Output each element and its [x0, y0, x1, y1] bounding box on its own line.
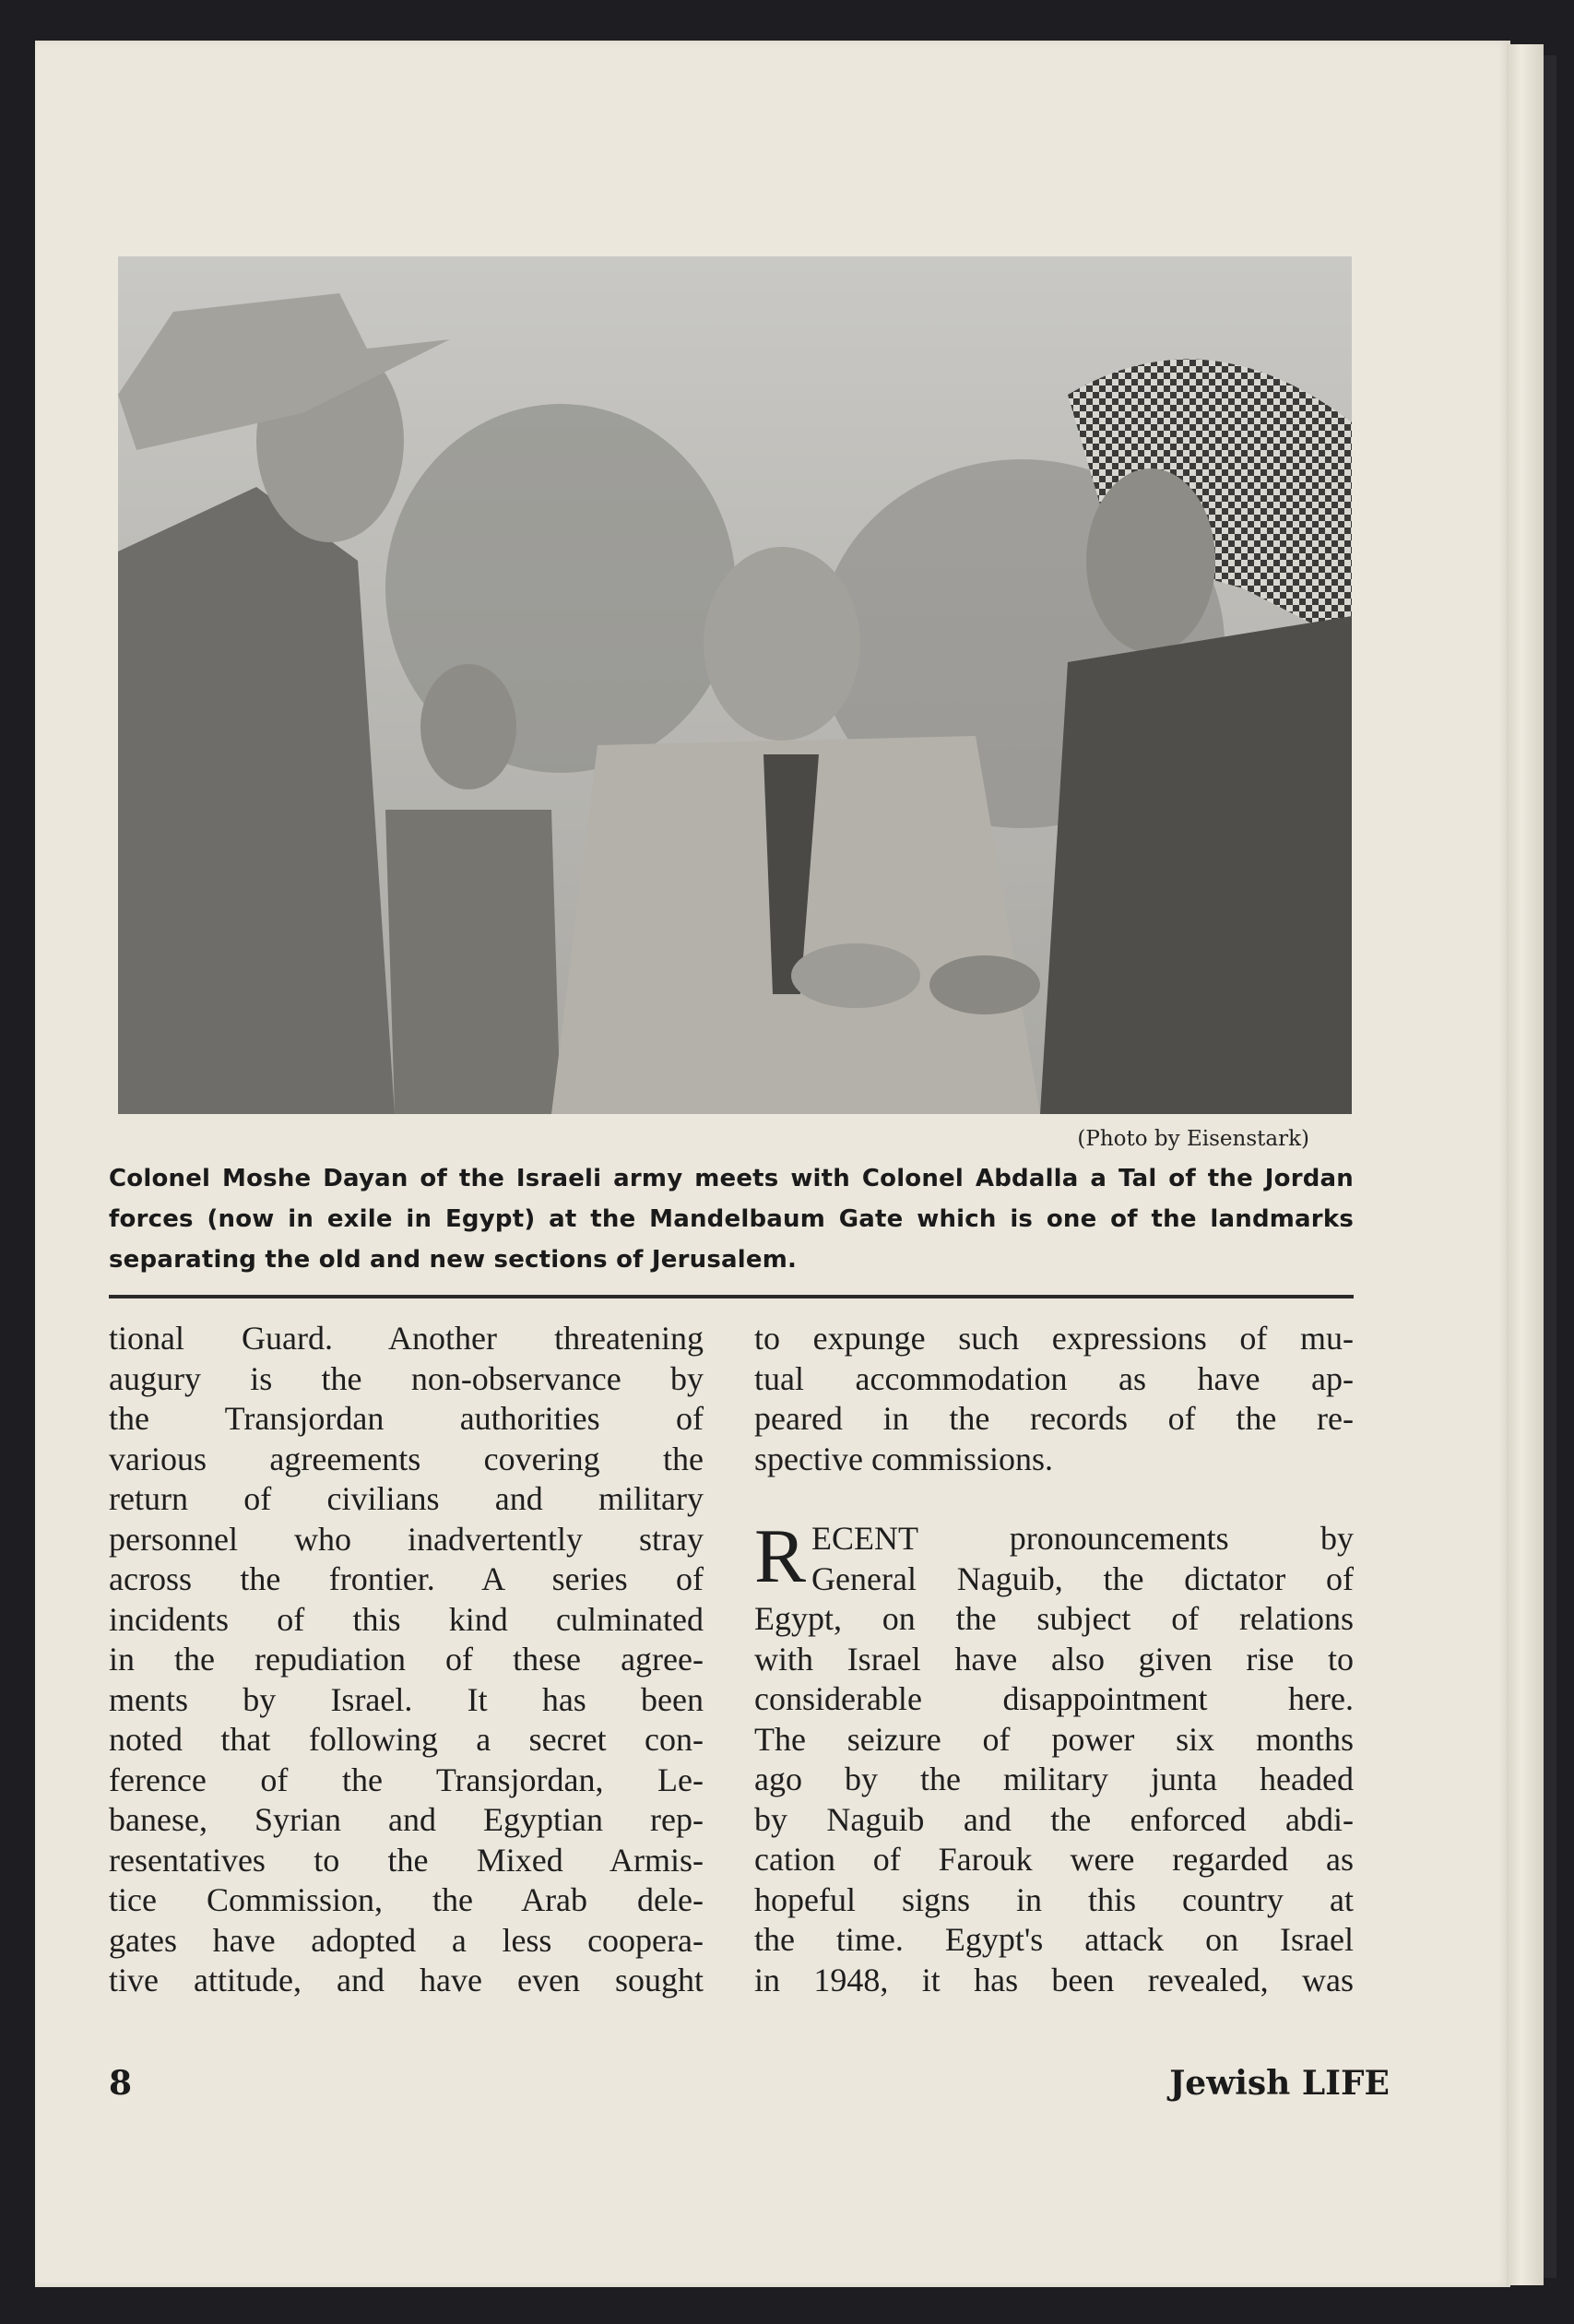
article-column-left	[109, 1319, 704, 2001]
text-line: spective commissions.	[754, 1440, 1053, 1477]
text-line: peared in the records of the re-	[754, 1400, 1354, 1437]
text-line: tice Commission, the Arab dele-	[109, 1881, 704, 1918]
text-line: across the frontier. A series of	[109, 1560, 704, 1597]
text-line: return of civilians and military	[109, 1480, 704, 1517]
text-line: the time. Egypt's attack on Israel	[754, 1921, 1354, 1958]
paragraph-gap	[754, 1479, 1354, 1519]
text-line: noted that following a secret con-	[109, 1721, 704, 1758]
text-line: resentatives to the Mixed Armis-	[109, 1841, 704, 1879]
text-line: ECENT pronouncements by	[811, 1520, 1354, 1557]
text-line: cation of Farouk were regarded as	[754, 1841, 1354, 1878]
text-line: with Israel have also given rise to	[754, 1640, 1354, 1678]
text-line: tional Guard. Another threatening	[109, 1320, 704, 1357]
text-line: tual accommodation as have ap-	[754, 1359, 1354, 1397]
binding-edge	[1544, 55, 1556, 2278]
text-line: tive attitude, and have even sought	[109, 1962, 704, 1998]
text-line: in 1948, it has been revealed, was	[754, 1961, 1354, 1998]
text-line: augury is the non-observance by	[109, 1359, 704, 1397]
text-line: ments by Israel. It has been	[109, 1680, 704, 1718]
text-line: The seizure of power six months	[754, 1720, 1354, 1758]
text-line: incidents of this kind culminated	[109, 1600, 704, 1638]
photo-credit: (Photo by Eisenstark)	[1077, 1127, 1309, 1151]
photo-caption: Colonel Moshe Dayan of the Israeli army meets with Colonel Abdalla a Tal of the Jordan forces (now in exile in Egypt) at the Mandelbaum Gate which is one of the landmarks separating the old and new sections of Jerusalem.	[109, 1165, 1354, 1274]
magazine-name: Jewish LIFE	[1169, 2064, 1390, 2103]
text-line: General Naguib, the dictator of	[811, 1559, 1354, 1597]
page-spine	[1507, 44, 1544, 2285]
text-line: ference of the Transjordan, Le-	[109, 1761, 704, 1798]
text-line: banese, Syrian and Egyptian rep-	[109, 1801, 704, 1838]
dropcap-paragraph	[754, 1513, 1354, 1599]
text-line: to expunge such expressions of mu-	[754, 1320, 1354, 1357]
text-line: hopeful signs in this country at	[754, 1880, 1354, 1918]
caption-rule	[109, 1295, 1354, 1298]
news-photograph	[118, 256, 1352, 1114]
text-line: by Naguib and the enforced abdi-	[754, 1800, 1354, 1838]
text-line: in the repudiation of these agree-	[109, 1641, 704, 1678]
text-line: gates have adopted a less cooperа-	[109, 1921, 704, 1959]
text-line: various agreements covering the	[109, 1440, 704, 1477]
text-line: personnel who inadvertently stray	[109, 1520, 704, 1558]
drop-cap: R	[754, 1513, 807, 1599]
text-line: ago by the military junta headed	[754, 1761, 1354, 1797]
text-line: the Transjordan authorities of	[109, 1400, 704, 1437]
page-number: 8	[109, 2064, 133, 2103]
text-line: considerable disappointment here.	[754, 1680, 1354, 1717]
text-line: Egypt, on the subject of relations	[754, 1600, 1354, 1637]
article-column-right	[754, 1319, 1354, 2000]
